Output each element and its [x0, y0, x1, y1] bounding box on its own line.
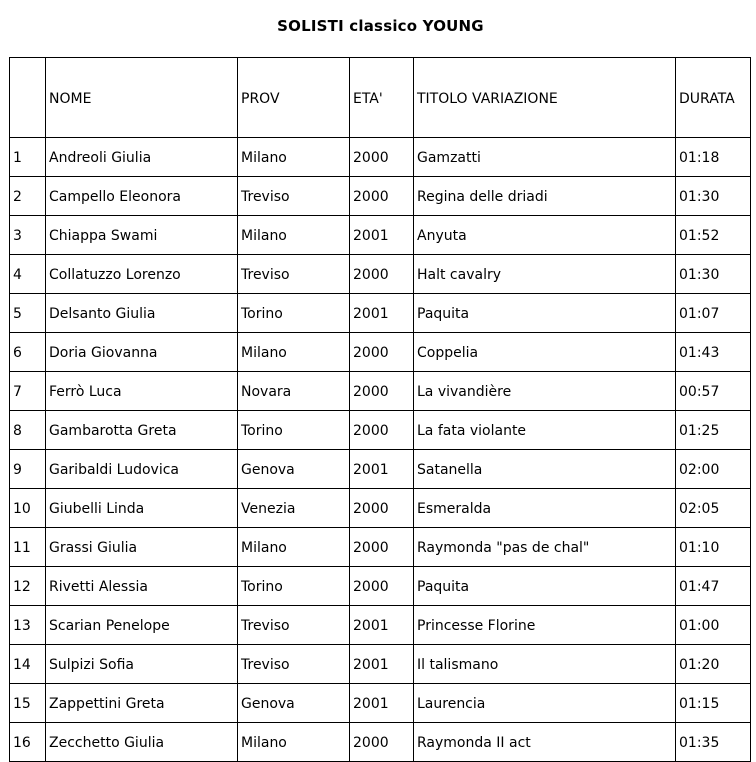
cell-titolo-variazione: Paquita — [414, 294, 676, 333]
cell-eta: 2000 — [350, 372, 414, 411]
cell-nome: Rivetti Alessia — [46, 567, 238, 606]
table-row — [10, 606, 751, 645]
cell-titolo-variazione: La vivandière — [414, 372, 676, 411]
cell-durata: 01:52 — [676, 216, 751, 255]
header-prov: PROV — [238, 58, 350, 138]
cell-prov: Treviso — [238, 177, 350, 216]
cell-titolo-variazione: Raymonda "pas de chal" — [414, 528, 676, 567]
cell-durata: 01:30 — [676, 177, 751, 216]
cell-durata: 01:18 — [676, 138, 751, 177]
cell-titolo-variazione: Princesse Florine — [414, 606, 676, 645]
cell-titolo-variazione: La fata violante — [414, 411, 676, 450]
cell-eta: 2001 — [350, 450, 414, 489]
cell-nome: Ferrò Luca — [46, 372, 238, 411]
cell-durata: 01:10 — [676, 528, 751, 567]
header-durata: DURATA — [676, 58, 751, 138]
table-row — [10, 138, 751, 177]
cell-titolo-variazione: Halt cavalry — [414, 255, 676, 294]
cell-number: 4 — [10, 255, 46, 294]
cell-prov: Novara — [238, 372, 350, 411]
cell-eta: 2000 — [350, 255, 414, 294]
cell-prov: Torino — [238, 567, 350, 606]
cell-number: 10 — [10, 489, 46, 528]
cell-number: 11 — [10, 528, 46, 567]
header-nome: NOME — [46, 58, 238, 138]
table-row — [10, 489, 751, 528]
cell-nome: Garibaldi Ludovica — [46, 450, 238, 489]
cell-eta: 2001 — [350, 645, 414, 684]
table-row — [10, 450, 751, 489]
cell-prov: Milano — [238, 138, 350, 177]
header-titolo-variazione: TITOLO VARIAZIONE — [414, 58, 676, 138]
cell-prov: Torino — [238, 411, 350, 450]
cell-durata: 00:57 — [676, 372, 751, 411]
table-row — [10, 684, 751, 723]
cell-number: 2 — [10, 177, 46, 216]
table-row — [10, 645, 751, 684]
cell-nome: Doria Giovanna — [46, 333, 238, 372]
table-row — [10, 372, 751, 411]
cell-durata: 01:20 — [676, 645, 751, 684]
cell-number: 15 — [10, 684, 46, 723]
table-row — [10, 567, 751, 606]
cell-eta: 2000 — [350, 138, 414, 177]
cell-eta: 2001 — [350, 216, 414, 255]
cell-nome: Zecchetto Giulia — [46, 723, 238, 762]
cell-durata: 01:07 — [676, 294, 751, 333]
cell-nome: Sulpizi Sofia — [46, 645, 238, 684]
cell-eta: 2000 — [350, 723, 414, 762]
cell-number: 5 — [10, 294, 46, 333]
cell-eta: 2001 — [350, 294, 414, 333]
cell-number: 3 — [10, 216, 46, 255]
cell-durata: 02:05 — [676, 489, 751, 528]
cell-prov: Milano — [238, 216, 350, 255]
cell-durata: 01:47 — [676, 567, 751, 606]
cell-eta: 2000 — [350, 411, 414, 450]
cell-eta: 2000 — [350, 528, 414, 567]
cell-prov: Genova — [238, 684, 350, 723]
cell-prov: Treviso — [238, 255, 350, 294]
cell-prov: Genova — [238, 450, 350, 489]
cell-titolo-variazione: Satanella — [414, 450, 676, 489]
cell-number: 14 — [10, 645, 46, 684]
header-eta: ETA' — [350, 58, 414, 138]
cell-number: 12 — [10, 567, 46, 606]
cell-prov: Milano — [238, 723, 350, 762]
table-row — [10, 294, 751, 333]
page-title: SOLISTI classico YOUNG — [277, 17, 484, 35]
cell-durata: 01:30 — [676, 255, 751, 294]
cell-titolo-variazione: Coppelia — [414, 333, 676, 372]
cell-prov: Milano — [238, 528, 350, 567]
table-row — [10, 333, 751, 372]
header-number — [10, 58, 46, 138]
table-row — [10, 255, 751, 294]
cell-durata: 02:00 — [676, 450, 751, 489]
cell-titolo-variazione: Regina delle driadi — [414, 177, 676, 216]
cell-number: 6 — [10, 333, 46, 372]
cell-durata: 01:00 — [676, 606, 751, 645]
cell-number: 8 — [10, 411, 46, 450]
cell-titolo-variazione: Gamzatti — [414, 138, 676, 177]
cell-durata: 01:25 — [676, 411, 751, 450]
table-row — [10, 723, 751, 762]
cell-prov: Treviso — [238, 606, 350, 645]
cell-titolo-variazione: Il talismano — [414, 645, 676, 684]
cell-eta: 2000 — [350, 177, 414, 216]
table-row — [10, 177, 751, 216]
participants-table — [9, 57, 751, 762]
cell-eta: 2000 — [350, 567, 414, 606]
table-row — [10, 216, 751, 255]
cell-eta: 2000 — [350, 333, 414, 372]
cell-prov: Torino — [238, 294, 350, 333]
cell-nome: Collatuzzo Lorenzo — [46, 255, 238, 294]
cell-prov: Treviso — [238, 645, 350, 684]
cell-durata: 01:43 — [676, 333, 751, 372]
table-row — [10, 411, 751, 450]
cell-nome: Chiappa Swami — [46, 216, 238, 255]
cell-nome: Delsanto Giulia — [46, 294, 238, 333]
cell-durata: 01:35 — [676, 723, 751, 762]
cell-nome: Scarian Penelope — [46, 606, 238, 645]
cell-number: 16 — [10, 723, 46, 762]
cell-number: 9 — [10, 450, 46, 489]
cell-titolo-variazione: Paquita — [414, 567, 676, 606]
cell-eta: 2001 — [350, 684, 414, 723]
table-row — [10, 528, 751, 567]
cell-number: 7 — [10, 372, 46, 411]
cell-prov: Milano — [238, 333, 350, 372]
cell-nome: Zappettini Greta — [46, 684, 238, 723]
cell-titolo-variazione: Raymonda II act — [414, 723, 676, 762]
cell-nome: Campello Eleonora — [46, 177, 238, 216]
header-row — [10, 58, 751, 138]
cell-titolo-variazione: Anyuta — [414, 216, 676, 255]
cell-eta: 2001 — [350, 606, 414, 645]
cell-nome: Gambarotta Greta — [46, 411, 238, 450]
cell-nome: Giubelli Linda — [46, 489, 238, 528]
cell-eta: 2000 — [350, 489, 414, 528]
cell-nome: Andreoli Giulia — [46, 138, 238, 177]
cell-titolo-variazione: Esmeralda — [414, 489, 676, 528]
cell-durata: 01:15 — [676, 684, 751, 723]
cell-titolo-variazione: Laurencia — [414, 684, 676, 723]
cell-number: 13 — [10, 606, 46, 645]
cell-prov: Venezia — [238, 489, 350, 528]
cell-number: 1 — [10, 138, 46, 177]
cell-nome: Grassi Giulia — [46, 528, 238, 567]
